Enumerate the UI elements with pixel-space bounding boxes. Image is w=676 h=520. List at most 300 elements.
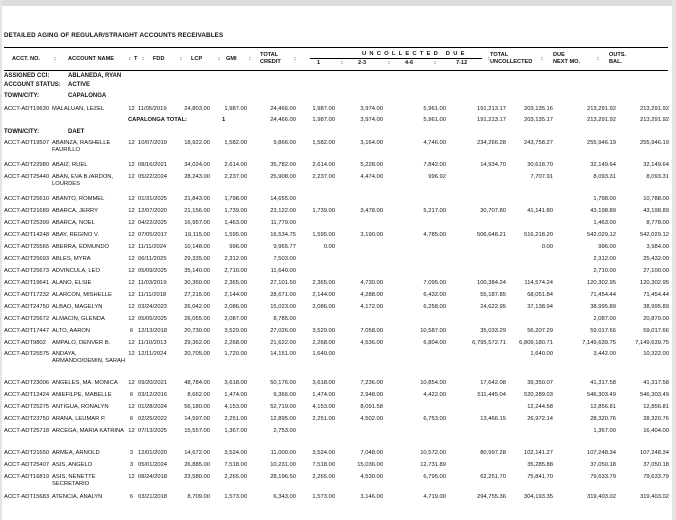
account-number-cell: ACCT-ADT25673: [4, 268, 50, 274]
town-label: TOWN/CITY:: [4, 129, 40, 135]
account-status-value: ACTIVE: [68, 82, 91, 88]
gmi-cell: 2,365.00: [224, 280, 247, 286]
due-next-mo-cell: 107,248.34: [586, 450, 616, 456]
term-cell: 12: [128, 256, 135, 262]
total-credit-cell: 16,534.75: [270, 232, 296, 238]
due-next-mo-cell: 32,149.64: [590, 162, 616, 168]
total-credit-cell: 9,866.00: [273, 140, 296, 146]
term-cell: 12: [128, 162, 135, 168]
term-cell: 6: [129, 392, 134, 398]
total-credit-cell: 10,231.00: [270, 462, 296, 468]
account-number-cell: ACCT-ADT16819: [4, 474, 50, 480]
header-bucket-1: 1: [317, 60, 321, 66]
header-total-credit-2: CREDIT: [260, 59, 281, 65]
first-due-date-cell: 11/05/2019: [138, 106, 167, 112]
gmi-cell: 2,144.00: [224, 292, 247, 298]
gmi-cell: 2,268.00: [224, 340, 247, 346]
lcp-cell: 19,115.00: [184, 232, 210, 238]
due-next-mo-cell: 12,856.81: [590, 404, 616, 410]
term-cell: 12: [128, 340, 135, 346]
account-status: [4, 82, 91, 88]
lcp-cell: 8,709.00: [187, 494, 210, 500]
header-outs-1: OUTS.: [609, 52, 627, 58]
header-account-name: ACCOUNT NAME: [68, 56, 114, 62]
header-sep: :: [488, 56, 490, 62]
outstanding-balance-cell: 8,093.31: [646, 174, 669, 180]
total-uncollected-cell: 0.00: [541, 244, 553, 250]
total-credit-cell: 12,895.00: [270, 416, 296, 422]
due-1-cell: 2,265.00: [312, 474, 335, 480]
gmi-cell: 2,312.00: [224, 256, 247, 262]
table-row: [0, 174, 676, 188]
lcp-cell: 15,557.00: [184, 428, 210, 434]
total-uncollected-cell: 56,207.29: [527, 328, 553, 334]
due-1-cell: 3,618.00: [312, 380, 335, 386]
header-fdd: FDD: [153, 56, 165, 62]
total-uncollected-cell: 39,350.07: [527, 380, 553, 386]
account-number-cell: ACCT-ADT25693: [4, 256, 50, 262]
first-due-date-cell: 12/13/2018: [138, 328, 168, 334]
due-next-mo-cell: 213,291.92: [586, 117, 616, 123]
due-2-3-cell: 3,974.00: [360, 106, 383, 112]
report-title: DETAILED AGING OF REGULAR/STRAIGHT ACCOUNTS RECEIVABLES: [4, 32, 224, 39]
first-due-date-cell: 08/16/2021: [138, 162, 168, 168]
total-uncollected-cell: 6,809,180.71: [519, 340, 553, 346]
first-due-date-cell: 03/12/2016: [138, 392, 168, 398]
account-number-cell: ACCT-ADT25407: [4, 462, 50, 468]
term-cell: 6: [129, 494, 134, 500]
due-2-3-cell: 4,536.00: [360, 340, 383, 346]
uncollected-due-rule: [310, 58, 482, 59]
term-cell: 12: [128, 428, 135, 434]
outstanding-balance-cell: 38,995.89: [643, 304, 669, 310]
header-bucket-2-3: 2-3: [358, 60, 367, 66]
gmi-cell: 996.00: [229, 244, 247, 250]
due-next-mo-cell: 120,302.95: [586, 280, 616, 286]
term-cell: 12: [128, 304, 135, 310]
account-name-cell: ABARCA, NOEL: [52, 220, 95, 226]
due-next-mo-cell: 3,442.00: [593, 351, 616, 357]
header-bucket-4-6: 4-6: [405, 60, 414, 66]
header-sep: :: [218, 56, 220, 62]
account-name-cell: ABERRA, EDMUNDO: [52, 244, 110, 250]
account-number-cell: ACCT-ADT23750: [4, 416, 50, 422]
total-uncollected-cell: 12,244.58: [527, 404, 553, 410]
account-name-cell: ADVINCULA, LEO: [52, 268, 100, 274]
first-due-date-cell: 12/11/2024: [138, 351, 167, 357]
header-sep: :: [541, 56, 543, 62]
uncollected-due-heading: UNCOLLECTED DUE: [362, 51, 468, 57]
total-uncollected-cell: 304,193.35: [523, 494, 553, 500]
account-name-cell: ATENCIA, ANALYN: [52, 494, 103, 500]
due-2-3-cell: 3,974.00: [360, 117, 383, 123]
total-uncollected-cell: 75,841.70: [527, 474, 553, 480]
due-4-6-cell: 6,258.00: [423, 304, 446, 310]
account-number-cell: ACCT-ADT17232: [4, 292, 50, 298]
due-next-mo-cell: 79,633.79: [590, 474, 616, 480]
gmi-cell: 3,529.00: [224, 328, 247, 334]
table-row: [0, 140, 676, 154]
account-name-cell: ANIEFILPE, MABELLE: [52, 392, 112, 398]
header-total-uncollected-1: TOTAL: [490, 52, 509, 58]
lcp-cell: 23,580.00: [184, 474, 210, 480]
lcp-cell: 24,803.00: [184, 106, 210, 112]
due-next-mo-cell: 2,087.00: [593, 316, 616, 322]
due-1-cell: 2,237.00: [312, 174, 335, 180]
gmi-cell: 1,987.00: [224, 106, 247, 112]
account-name-cell: ASIS, ANGELO: [52, 462, 93, 468]
group-total-row: [0, 117, 676, 131]
account-number-cell: ACCT-ADT22980: [4, 162, 50, 168]
lcp-cell: 27,215.00: [184, 292, 210, 298]
due-2-3-cell: 3,190.00: [360, 232, 383, 238]
assigned-cci-value: ABLANEDA, RYAN: [68, 73, 122, 79]
outstanding-balance-cell: 71,454.44: [643, 292, 669, 298]
term-cell: 3: [129, 450, 134, 456]
first-due-date-cell: 09/20/2021: [138, 380, 168, 386]
total-credit-cell: 9,965.77: [273, 244, 296, 250]
gmi-cell: 1,474.00: [224, 392, 247, 398]
outstanding-balance-cell: 27,100.00: [643, 268, 669, 274]
header-total-credit-1: TOTAL: [260, 52, 279, 58]
total-uncollected-cell: 30,618.70: [527, 162, 553, 168]
lcp-cell: 10,148.00: [184, 244, 210, 250]
outstanding-balance-cell: 7,149,639.75: [635, 340, 669, 346]
account-name-cell: MALALUAN, LEZEL: [52, 106, 105, 112]
lcp-cell: 48,784.00: [184, 380, 210, 386]
term-cell: 6: [129, 328, 134, 334]
term-cell: 12: [128, 351, 135, 357]
due-1-cell: 2,251.00: [312, 416, 335, 422]
lcp-cell: 20,705.00: [184, 351, 210, 357]
account-name-cell: ABARCA, JERRY: [52, 208, 98, 214]
due-2-3-cell: 4,172.00: [360, 304, 383, 310]
outstanding-balance-cell: 120,302.95: [639, 280, 669, 286]
due-7-12-cell: 62,251.70: [480, 474, 506, 480]
gmi-cell: 4,153.00: [224, 404, 247, 410]
due-next-mo-cell: 546,303.49: [586, 392, 616, 398]
due-7-12-cell: 294,755.36: [476, 494, 506, 500]
due-7-12-cell: 6,795,572.71: [472, 340, 506, 346]
outstanding-balance-cell: 10,322.00: [643, 351, 669, 357]
town-header-capalonga: [4, 93, 107, 99]
lcp-cell: 56,180.00: [184, 404, 210, 410]
outstanding-balance-cell: 12,856.81: [643, 404, 669, 410]
due-2-3-cell: 15,036.00: [357, 462, 383, 468]
header-sep: :: [597, 56, 599, 62]
gmi-cell: 2,086.00: [224, 304, 247, 310]
due-2-3-cell: 7,048.00: [360, 450, 383, 456]
due-2-3-cell: 2,948.00: [360, 392, 383, 398]
gmi-cell: 7,518.00: [224, 462, 247, 468]
term-cell: 12: [128, 140, 135, 146]
due-next-mo-cell: 8,093.31: [593, 174, 616, 180]
total-credit-cell: 52,719.00: [270, 404, 296, 410]
total-credit-cell: 8,785.00: [273, 316, 296, 322]
account-name-cell: ABLES, MYRA: [52, 256, 91, 262]
outstanding-balance-cell: 107,248.34: [639, 450, 669, 456]
lcp-cell: 26,055.00: [184, 316, 210, 322]
due-next-mo-cell: 1,367.00: [593, 428, 616, 434]
account-name-cell: AMPALO, DENVER B.: [52, 340, 111, 346]
first-due-date-cell: 11/11/2018: [138, 292, 167, 298]
outstanding-balance-cell: 213,291.92: [639, 106, 669, 112]
due-2-3-cell: 3,478.00: [360, 208, 383, 214]
due-next-mo-cell: 255,946.19: [586, 140, 616, 146]
lcp-cell: 30,360.00: [184, 280, 210, 286]
due-4-6-cell: 6,753.00: [423, 416, 446, 422]
total-credit-cell: 25,908.00: [270, 174, 296, 180]
account-number-cell: ACCT-ADT15683: [4, 494, 50, 500]
account-number-cell: ACCT-ADT19641: [4, 280, 50, 286]
due-next-mo-cell: 28,320.76: [590, 416, 616, 422]
lcp-cell: 16,957.00: [184, 220, 210, 226]
account-number-cell: ACCT-ADT25440: [4, 174, 50, 180]
due-4-6-cell: 6,795.00: [423, 474, 446, 480]
term-cell: 12: [128, 174, 135, 180]
due-7-12-cell: 24,622.95: [480, 304, 506, 310]
due-4-6-cell: 5,217.00: [423, 208, 446, 214]
account-name-cell: ANGELES, MA. MONICA: [52, 380, 118, 386]
due-2-3-cell: 4,502.00: [360, 416, 383, 422]
due-4-6-cell: 4,746.00: [423, 140, 446, 146]
due-4-6-cell: 996.92: [428, 174, 446, 180]
account-number-cell: ACCT-ADT25565: [4, 244, 50, 250]
first-due-date-cell: 11/10/2013: [138, 340, 167, 346]
gmi-cell: 3,524.00: [224, 450, 247, 456]
total-uncollected-cell: 41,141.80: [527, 208, 553, 214]
due-4-6-cell: 10,572.00: [420, 450, 446, 456]
gmi-cell: 1,595.00: [224, 232, 247, 238]
outstanding-balance-cell: 8,778.00: [646, 220, 669, 226]
due-1-cell: 1,573.00: [312, 494, 335, 500]
due-next-mo-cell: 41,317.58: [590, 380, 616, 386]
account-number-cell: ACCT-ADT17447: [4, 328, 50, 334]
due-next-mo-cell: 213,291.92: [586, 106, 616, 112]
total-credit-cell: 21,622.00: [270, 340, 296, 346]
outstanding-balance-cell: 3,984.00: [646, 244, 669, 250]
header-gmi: GMI: [226, 56, 237, 62]
outstanding-balance-cell: 546,303.49: [639, 392, 669, 398]
account-number-cell: ACCT-ADT12424: [4, 392, 50, 398]
lcp-cell: 18,922.00: [184, 140, 210, 146]
due-4-6-cell: 4,785.00: [423, 232, 446, 238]
due-7-12-cell: 191,213.17: [476, 117, 506, 123]
due-1-cell: 1,987.00: [312, 106, 335, 112]
first-due-date-cell: 12/01/2020: [138, 450, 168, 456]
account-number-cell: ACCT-ADT25718: [4, 428, 50, 434]
due-2-3-cell: 7,058.00: [360, 328, 383, 334]
due-4-6-cell: 5,961.00: [423, 106, 446, 112]
outstanding-balance-cell: 41,317.58: [643, 380, 669, 386]
outstanding-balance-cell: 10,788.00: [643, 196, 669, 202]
first-due-date-cell: 07/05/2017: [138, 232, 168, 238]
gmi-cell: 1,463.00: [224, 220, 247, 226]
term-cell: 12: [128, 380, 135, 386]
lcp-cell: 26,885.00: [184, 462, 210, 468]
outstanding-balance-cell: 542,029.12: [639, 232, 669, 238]
outstanding-balance-cell: 28,320.76: [643, 416, 669, 422]
due-7-12-cell: 17,642.08: [480, 380, 506, 386]
header-sep: :: [142, 56, 144, 62]
first-due-date-cell: 03/24/2023: [138, 304, 168, 310]
total-uncollected-cell: 203,135.17: [523, 117, 553, 123]
first-due-date-cell: 12/07/2020: [138, 208, 168, 214]
gmi-cell: 1,720.00: [224, 351, 247, 357]
total-credit-cell: 2,753.00: [273, 428, 296, 434]
header-sep: :: [434, 60, 436, 66]
gmi-cell: 3,618.00: [224, 380, 247, 386]
due-1-cell: 2,268.00: [312, 340, 335, 346]
header-lcp: LCP: [191, 56, 203, 62]
due-1-cell: 4,153.00: [312, 404, 335, 410]
total-uncollected-cell: 37,138.94: [527, 304, 553, 310]
first-due-date-cell: 01/28/2024: [138, 404, 168, 410]
account-name-cell: ARMEA, ARNOLD: [52, 450, 100, 456]
lcp-cell: 29,362.00: [184, 340, 210, 346]
due-next-mo-cell: 996.00: [598, 244, 616, 250]
account-number-cell: ACCT-ADT9802: [4, 340, 46, 346]
account-number-cell: ACCT-ADT24750: [4, 304, 50, 310]
total-credit-cell: 24,466.00: [270, 117, 296, 123]
due-next-mo-cell: 1,463.00: [593, 220, 616, 226]
account-name-cell: ARANA, LEUMAR P.: [52, 416, 106, 422]
due-next-mo-cell: 542,029.12: [586, 232, 616, 238]
total-uncollected-cell: 68,051.84: [527, 292, 553, 298]
column-header: [4, 47, 668, 71]
total-credit-cell: 35,782.00: [270, 162, 296, 168]
account-number-cell: ACCT-ADT25399: [4, 220, 50, 226]
term-cell: 12: [128, 208, 135, 214]
term-cell: 3: [129, 462, 134, 468]
outstanding-balance-cell: 59,017.66: [643, 328, 669, 334]
first-due-date-cell: 08/24/2018: [138, 474, 168, 480]
outstanding-balance-cell: 37,050.18: [643, 462, 669, 468]
term-cell: 12: [128, 316, 135, 322]
total-credit-cell: 7,503.00: [273, 256, 296, 262]
assigned-cci: [4, 73, 122, 79]
term-cell: 12: [128, 244, 135, 250]
due-4-6-cell: 4,719.00: [423, 494, 446, 500]
account-name-cell: ASIS, NENETTE SECRETARIO: [52, 474, 96, 487]
due-next-mo-cell: 38,995.89: [590, 304, 616, 310]
lcp-cell: 14,597.00: [184, 416, 210, 422]
outstanding-balance-cell: 255,946.19: [639, 140, 669, 146]
group-total-count: 1: [222, 117, 226, 123]
due-7-12-cell: 35,033.29: [480, 328, 506, 334]
outstanding-balance-cell: 16,404.00: [643, 428, 669, 434]
account-name-cell: ALMACIN, GLENDA: [52, 316, 105, 322]
due-2-3-cell: 8,091.58: [360, 404, 383, 410]
first-due-date-cell: 05/05/2025: [138, 316, 168, 322]
account-number-cell: ACCT-ADT23006: [4, 380, 50, 386]
term-cell: 12: [128, 404, 135, 410]
due-1-cell: 1,739.00: [312, 208, 335, 214]
due-next-mo-cell: 7,149,639.75: [582, 340, 616, 346]
lcp-cell: 26,042.00: [184, 304, 210, 310]
term-cell: 12: [128, 196, 135, 202]
town-name: DAET: [68, 129, 85, 135]
header-outs-2: BAL.: [609, 59, 623, 65]
term-cell: 12: [128, 268, 135, 274]
due-next-mo-cell: 1,798.00: [593, 196, 616, 202]
total-credit-cell: 27,026.00: [270, 328, 296, 334]
term-cell: 12: [128, 280, 135, 286]
lcp-cell: 29,335.00: [184, 256, 210, 262]
term-cell: 6: [129, 416, 134, 422]
account-name-cell: ABAIZ, RUEL: [52, 162, 88, 168]
total-uncollected-cell: 114,574.24: [524, 280, 553, 286]
due-4-6-cell: 7,095.00: [423, 280, 446, 286]
account-name-cell: ALBAO, MAGELYN: [52, 304, 103, 310]
gmi-cell: 2,614.00: [224, 162, 247, 168]
due-7-12-cell: 13,466.15: [480, 416, 506, 422]
due-next-mo-cell: 59,017.66: [590, 328, 616, 334]
total-uncollected-cell: 102,141.27: [523, 450, 553, 456]
account-name-cell: ALARCON, MISHELLE: [52, 292, 112, 298]
header-acct-no: ACCT. NO.: [12, 56, 40, 62]
total-uncollected-cell: 35,285.88: [527, 462, 553, 468]
due-2-3-cell: 5,228.00: [360, 162, 383, 168]
due-7-12-cell: 80,997.28: [480, 450, 506, 456]
due-4-6-cell: 12,731.89: [420, 462, 446, 468]
total-credit-cell: 14,151.00: [270, 351, 296, 357]
first-due-date-cell: 05/01/2024: [138, 462, 168, 468]
total-credit-cell: 11,640.00: [270, 268, 296, 274]
gmi-cell: 1,367.00: [224, 428, 247, 434]
header-sep: :: [294, 56, 296, 62]
header-due-next-1: DUE: [553, 52, 565, 58]
total-credit-cell: 28,196.50: [270, 474, 296, 480]
gmi-cell: 1,798.00: [224, 196, 247, 202]
due-next-mo-cell: 71,454.44: [590, 292, 616, 298]
due-2-3-cell: 3,146.00: [360, 494, 383, 500]
term-cell: 12: [128, 292, 135, 298]
due-4-6-cell: 10,854.00: [420, 380, 446, 386]
total-credit-cell: 6,343.00: [273, 494, 296, 500]
header-sep: :: [180, 56, 182, 62]
table-row: [0, 474, 676, 488]
town-label: TOWN/CITY:: [4, 93, 40, 99]
table-row: [0, 428, 676, 442]
account-number-cell: ACCT-ADT19507: [4, 140, 50, 146]
account-number-cell: ACCT-ADT25610: [4, 196, 50, 202]
account-name-cell: ANTIGUA, RONALYN: [52, 404, 109, 410]
account-number-cell: ACCT-ADT25672: [4, 316, 50, 322]
account-name-cell: ANDAYA, ARMANDO/DEMIN, SARAH: [52, 351, 126, 364]
first-due-date-cell: 05/22/2024: [138, 174, 168, 180]
header-t: T: [134, 56, 138, 62]
total-credit-cell: 15,023.00: [270, 304, 296, 310]
total-credit-cell: 9,366.00: [273, 392, 296, 398]
total-uncollected-cell: 516,218.20: [523, 232, 553, 238]
gmi-cell: 2,251.00: [224, 416, 247, 422]
header-sep: :: [341, 60, 343, 66]
first-due-date-cell: 04/22/2025: [138, 220, 168, 226]
header-bucket-7-12: 7-12: [456, 60, 468, 66]
account-number-cell: ACCT-ADT19630: [4, 106, 50, 112]
outstanding-balance-cell: 213,291.92: [639, 117, 669, 123]
due-7-12-cell: 100,384.24: [476, 280, 506, 286]
due-2-3-cell: 3,164.00: [360, 140, 383, 146]
gmi-cell: 1,739.00: [224, 208, 247, 214]
account-number-cell: ACCT-ADT25575: [4, 351, 50, 357]
due-next-mo-cell: 43,198.89: [590, 208, 616, 214]
lcp-cell: 34,024.00: [184, 162, 210, 168]
total-credit-cell: 24,466.00: [270, 106, 296, 112]
lcp-cell: 8,662.00: [187, 392, 210, 398]
assigned-cci-label: ASSIGNED CCI:: [4, 73, 50, 79]
